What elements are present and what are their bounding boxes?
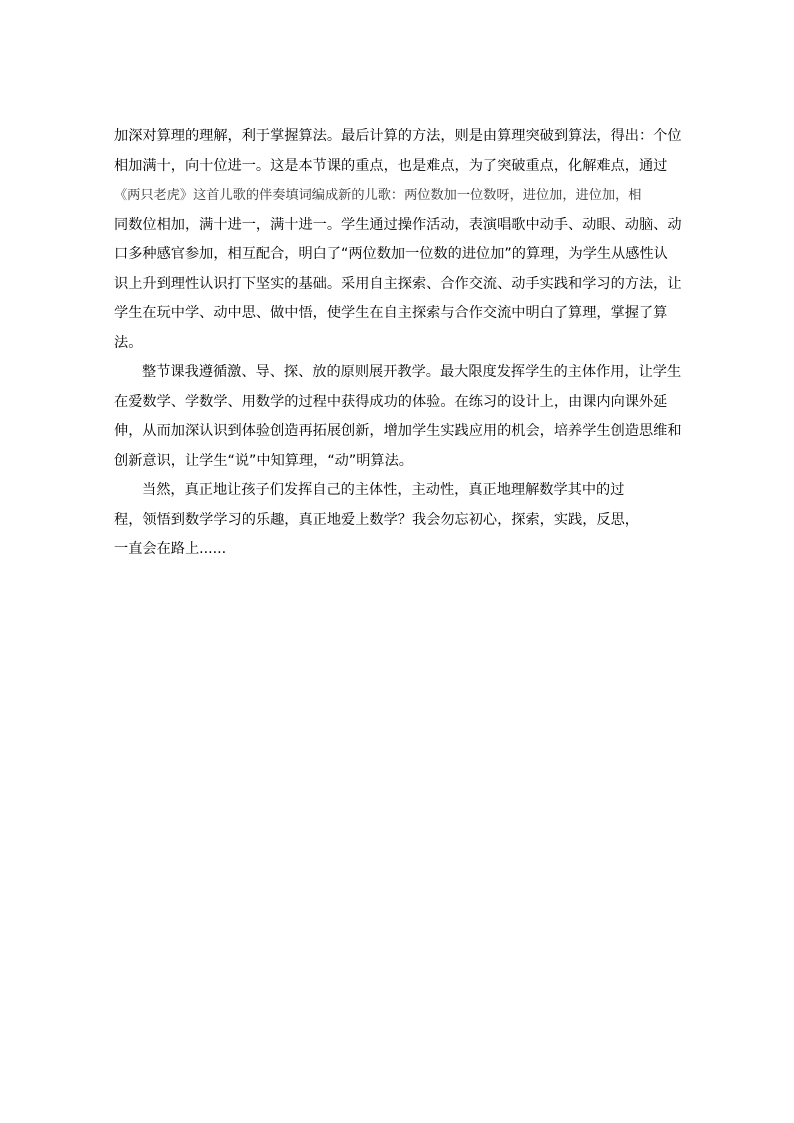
paragraph-line: 识上升到理性认识打下坚实的基础。采用自主探索、合作交流、动手实践和学习的方法，让 xyxy=(114,275,682,292)
paragraph-line: 相加满十，向十位进一。这是本节课的重点，也是难点，为了突破重点，化解难点，通过 xyxy=(114,157,668,174)
paragraph-line: 在爱数学、学数学、用数学的过程中获得成功的体验。在练习的设计上，由课内向课外延 xyxy=(114,393,668,410)
paragraph-line: 《两只老虎》这首儿歌的伴奏填词编成新的儿歌：两位数加一位数呀，进位加，进位加，相 xyxy=(114,188,642,203)
paragraph-line: 加深对算理的理解，利于掌握算法。最后计算的方法，则是由算理突破到算法，得出：个位 xyxy=(114,128,682,144)
paragraph-line: 同数位相加，满十进一，满十进一。学生通过操作活动，表演唱歌中动手、动眼、动脑、动 xyxy=(114,216,682,233)
paragraph-line: 程，领悟到数学学习的乐趣，真正地爱上数学？我会勿忘初心，探索，实践，反思， xyxy=(114,511,639,528)
paragraph-line: 创新意识，让学生“说”中知算理，“动”明算法。 xyxy=(114,452,413,469)
paragraph-line: 整节课我遵循激、导、探、放的原则展开教学。最大限度发挥学生的主体作用，让学生 xyxy=(142,364,682,380)
document-body xyxy=(114,122,680,565)
paragraph-line: 一直会在路上...... xyxy=(114,541,227,557)
paragraph-1 xyxy=(114,122,680,358)
paragraph-2 xyxy=(114,358,680,476)
paragraph-line: 学生在玩中学、动中思、做中悟，使学生在自主探索与合作交流中明白了算理，掌握了算 xyxy=(114,305,668,321)
paragraph-3 xyxy=(114,476,680,565)
paragraph-line: 口多种感官参加，相互配合，明白了“两位数加一位数的进位加”的算理，为学生从感性认 xyxy=(114,246,668,262)
paragraph-line: 当然，真正地让孩子们发挥自己的主体性，主动性，真正地理解数学其中的过 xyxy=(142,482,625,498)
paragraph-line: 伸，从而加深认识到体验创造再拓展创新，增加学生实践应用的机会，培养学生创造思维和 xyxy=(114,423,682,439)
paragraph-line: 法。 xyxy=(114,334,143,351)
